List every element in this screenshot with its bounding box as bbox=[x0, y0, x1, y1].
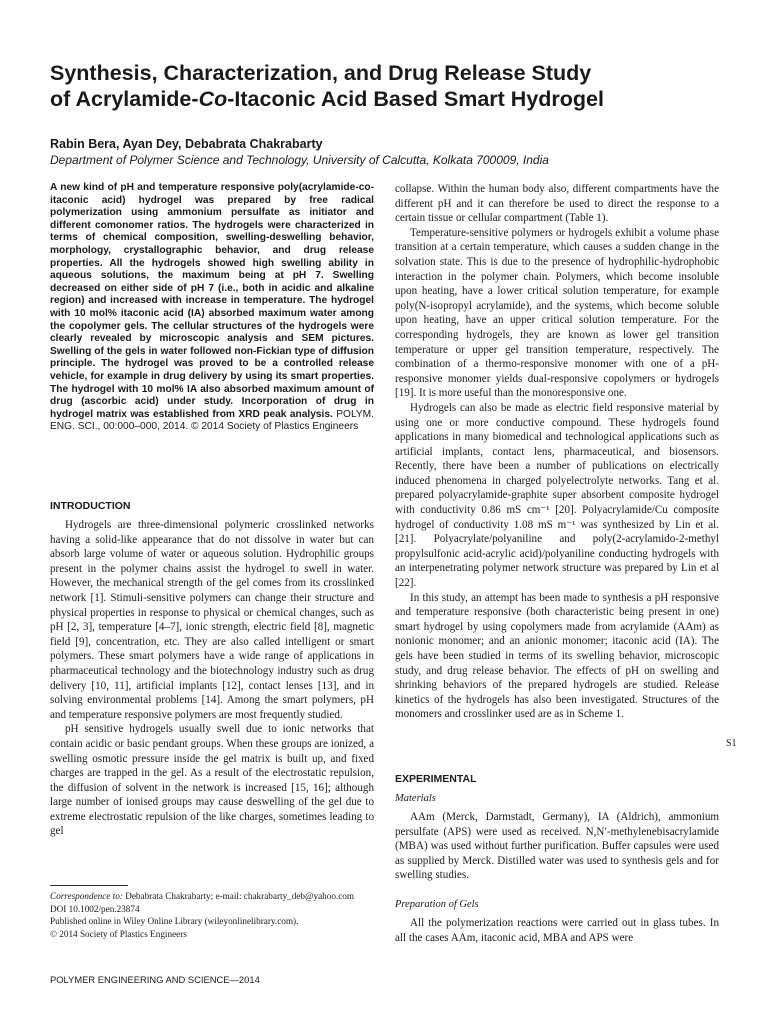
right-column-body bbox=[395, 182, 719, 722]
materials-body bbox=[395, 810, 719, 883]
experimental-heading: EXPERIMENTAL bbox=[395, 773, 477, 785]
doi-line: DOI 10.1002/pen.23874 bbox=[50, 903, 140, 914]
intro-paragraph-1: Hydrogels are three-dimensional polymeric crosslinked networks having a solid-like appearance that do not dissolve in water but can absorb large volume of water or aqueous solution. Hydrophilic groups present in the polymer chains assist the hydrogel to swell in water. However, the mechanical strength of the gel comes from its crosslinked network [1]. Stimuli-sensitive polymers can change their structure and physical properties in response to physical or chemical changes, such as pH [2, 3], temperature [4–7], ionic strength, electric field [8], magnetic field [9], concentration, etc. They are also called intelligent or smart polymers. These smart polymers have a wide range of applications in pharmaceutical technology and the biotechnology industry such as drug delivery [10, 11], artificial implants [12], contact lenses [13], and in solving environmental problems [14]. Among the smart polymers, pH and temperature responsive polymers are most frequently studied. bbox=[50, 519, 374, 721]
preparation-body bbox=[395, 916, 719, 945]
abstract bbox=[50, 182, 374, 434]
article-title bbox=[50, 60, 730, 112]
journal-footer: POLYMER ENGINEERING AND SCIENCE—2014 bbox=[50, 974, 260, 985]
correspondence-line bbox=[50, 890, 380, 903]
intro-paragraph-2: pH sensitive hydrogels usually swell due to ionic networks that contain acidic or basic pendant groups. When these groups are ionized, a swelling osmotic pressure inside the gel matrix is built up, and fixed charges are trapped in the gel. As a result of the electrostatic repulsion, the diffusion of solvent in the network is increased [15, 16]; although large number of ionised groups may cause deswelling of the gel due to extreme electrostatic repulsion of the like charges, sometimes leading to gel bbox=[50, 723, 374, 838]
author-list: Rabin Bera, Ayan Dey, Debabrata Chakrabarty bbox=[50, 137, 323, 151]
title-line-2-post: -Itaconic Acid Based Smart Hydrogel bbox=[227, 87, 604, 111]
published-line: Published online in Wiley Online Library (wileyonlinelibrary.com). bbox=[50, 916, 299, 927]
abstract-body: A new kind of pH and temperature responsive poly(acrylamide-co-itaconic acid) hydrogel was prepared by free radical polymerization using ammonium persulfate as initiator and different comonomer ratios. The hydrogels were characterized in terms of chemical composition, swelling-deswelling behavior, morphology, crystallographic behavior, and drug release properties. All the hydrogels showed high swelling ability in aqueous solutions, the maximum being at pH 7. Swelling decreased on either side of pH 7 (i.e., both in acidic and alkaline region) and increased with increase in temperature. The hydrogel with 10 mol% itaconic acid (IA) absorbed maximum water among the copolymer gels. The cellular structures of the hydrogels were clearly revealed by microscopic analysis and SEM pictures. Swelling of the gels in water followed non-Fickian type of diffusion principle. The hydrogel was proved to be a controlled release vehicle, for example in drug delivery by using its smart properties. The hydrogel with 10 mol% IA also absorbed maximum amount of drug (ascorbic acid) under study. Incorporation of drug in hydrogel matrix was established from XRD peak analysis. bbox=[50, 182, 374, 420]
correspondence-text: Debabrata Chakrabarty; e-mail: chakrabarty_deb@yahoo.com bbox=[125, 891, 355, 901]
footnote-rule bbox=[50, 885, 128, 886]
right-paragraph-1: Temperature-sensitive polymers or hydrogels exhibit a volume phase transition at a certain temperature, which causes a sudden change in the solvation state. This is due to the presence of hydrophilic-hydrophobic interaction in the polymer chain. Polymers, which become insoluble upon heating, have a lower critical solution temperature, for example poly(N-isopropyl acrylamide), and the systems, which become soluble upon heating, have an upper critical solution temperature. For the corresponding hydrogels, they are known as lower gel transition temperature or upper gel transition temperature, respectively. The combination of a thermo-responsive monomer with one of a pH-responsive monomer yields dual-responsive copolymers or hydrogels [19]. It is more useful than the monoresponsive one. bbox=[395, 226, 719, 400]
footnotes bbox=[50, 890, 380, 940]
abstract-citation: POLYM. ENG. SCI., 00:000–000, 2014. © 2014 Society of Plastics Engineers bbox=[50, 408, 374, 433]
preparation-heading: Preparation of Gels bbox=[395, 899, 479, 910]
title-line-2-pre: of Acrylamide- bbox=[50, 87, 199, 111]
right-paragraph-0: collapse. Within the human body also, different compartments have the different pH and it can therefore be used to direct the response to a certain tissue or cellular compartment (Table 1). bbox=[395, 183, 719, 225]
introduction-body bbox=[50, 518, 374, 839]
title-line-1: Synthesis, Characterization, and Drug Release Study bbox=[50, 61, 592, 85]
right-paragraph-2: Hydrogels can also be made as electric field responsive material by using one or more conductive compound. These hydrogels found applications in many biomedical and technological applications such as artificial implants, contact lens, pharmaceutical, and biosensors. Recently, there have been a number of publications on electrically induced phenomena in charged polyelectrolyte networks. Tang et al. prepared polyacrylamide-graphite super absorbent composite hydrogel with conductivity 0.86 mS cm⁻¹ [20]. Polyacrylamide/Cu composite hydrogel of conductivity 1.08 mS m⁻¹ was synthesized by Lin et al. [21]. Polyacrylate/polyaniline and poly(2-acrylamido-2-methyl propylsulfonic acid-acrylic acid)/polyaniline conducting hydrogels with an interpenetrating polymer network structure was prepared by Lin et al [22]. bbox=[395, 401, 719, 590]
introduction-heading: INTRODUCTION bbox=[50, 500, 131, 512]
title-line-2-italic: Co bbox=[198, 87, 228, 111]
correspondence-label: Correspondence to: bbox=[50, 891, 123, 901]
materials-paragraph: AAm (Merck, Darmstadt, Germany), IA (Aldrich), ammonium persulfate (APS) were used as received. N,N′-methylenebisacrylamide (MBA) was used without further purification. Buffer capsules were used as supplied by Merck. Distilled water was used to synthesis gels and for swelling studies. bbox=[395, 811, 719, 882]
right-paragraph-3: In this study, an attempt has been made to synthesis a pH responsive and temperature responsive (both characteristic being present in one) smart hydrogel by using copolymers made from acrylamide (AAm) as nonionic monomer; and an anionic monomer; itaconic acid (IA). The gels have been studied in terms of its swelling behavior, microscopic study, and drug release behavior. The effects of pH on swelling and shrinking behaviors of the prepared hydrogels are studied. Release kinetics of the hydrogels has also been investigated. Structures of the monomers and crosslinker used are as in Scheme 1. bbox=[395, 591, 719, 721]
preparation-paragraph: All the polymerization reactions were carried out in glass tubes. In all the cases AAm, itaconic acid, MBA and APS were bbox=[395, 917, 719, 944]
title-line-2 bbox=[50, 86, 730, 112]
copyright-line: © 2014 Society of Plastics Engineers bbox=[50, 928, 187, 939]
scheme-margin-marker: S1 bbox=[726, 738, 737, 749]
materials-heading: Materials bbox=[395, 793, 436, 804]
affiliation: Department of Polymer Science and Technology, University of Calcutta, Kolkata 700009, India bbox=[50, 153, 549, 167]
